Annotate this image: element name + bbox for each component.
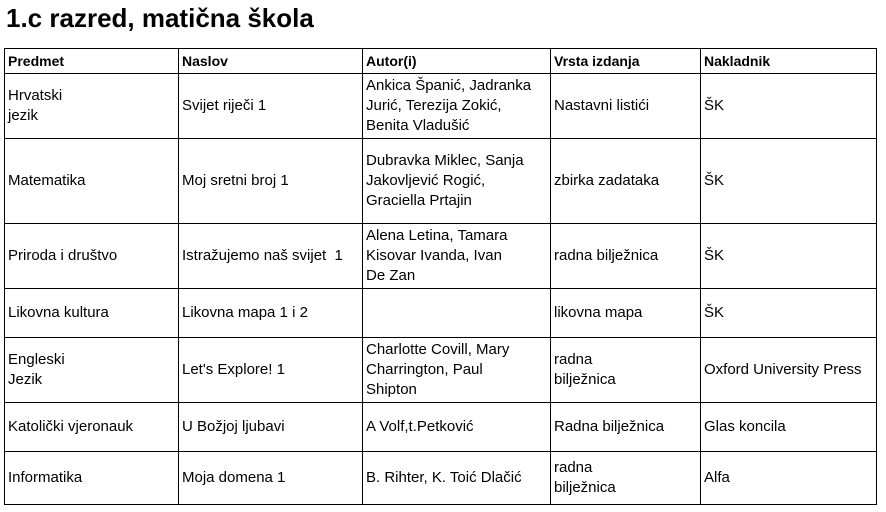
table-row	[5, 289, 877, 338]
cell-text: Priroda i društvo	[8, 247, 118, 264]
cell-text: Ankica Španić, Jadranka Jurić, Terezija Zokić, Benita Vladušić	[366, 77, 532, 134]
cell-vrsta-izdanja	[551, 139, 701, 224]
cell-text: Dubravka Miklec, Sanja Jakovljević Rogić, Graciella Prtajin	[366, 152, 524, 209]
cell-text: ŠK	[704, 304, 725, 321]
cell-naslov	[179, 224, 363, 289]
cell-vrsta-izdanja	[551, 289, 701, 338]
cell-autori	[363, 403, 551, 452]
cell-text: zbirka zadataka	[554, 172, 660, 189]
cell-predmet	[5, 403, 179, 452]
cell-text: Katolički vjeronauk	[8, 418, 134, 435]
table-row	[5, 403, 877, 452]
cell-text: Engleski Jezik	[8, 351, 65, 388]
cell-autori	[363, 338, 551, 403]
cell-text: radna bilježnica	[554, 247, 659, 264]
cell-text: ŠK	[704, 97, 725, 114]
cell-text: Alena Letina, Tamara Kisovar Ivanda, Ivan De Zan	[366, 227, 508, 284]
cell-autori	[363, 452, 551, 505]
cell-predmet	[5, 338, 179, 403]
cell-autori	[363, 139, 551, 224]
cell-text: Oxford University Press	[704, 361, 862, 378]
table-header-row	[5, 49, 877, 74]
cell-text: Glas koncila	[704, 418, 786, 435]
cell-predmet	[5, 139, 179, 224]
cell-text: Likovna kultura	[8, 304, 109, 321]
table-row	[5, 452, 877, 505]
cell-text: likovna mapa	[554, 304, 643, 321]
cell-text: radna bilježnica	[554, 351, 616, 388]
cell-vrsta-izdanja	[551, 452, 701, 505]
cell-text: Let's Explore! 1	[182, 361, 285, 378]
cell-naslov	[179, 403, 363, 452]
column-header-vrsta-izdanja: Vrsta izdanja	[551, 49, 701, 74]
table-row	[5, 74, 877, 139]
table-row	[5, 224, 877, 289]
cell-vrsta-izdanja	[551, 224, 701, 289]
cell-naslov	[179, 338, 363, 403]
cell-vrsta-izdanja	[551, 338, 701, 403]
cell-nakladnik	[701, 289, 877, 338]
column-header-autori: Autor(i)	[363, 49, 551, 74]
cell-text: Radna bilježnica	[554, 418, 665, 435]
cell-text: U Božjoj ljubavi	[182, 418, 285, 435]
cell-autori	[363, 224, 551, 289]
cell-text: Alfa	[704, 469, 730, 486]
page-title: 1.c razred, matična škola	[6, 3, 314, 33]
cell-text: Likovna mapa 1 i 2	[182, 304, 308, 321]
cell-text: ŠK	[704, 247, 725, 264]
cell-autori	[363, 289, 551, 338]
cell-nakladnik	[701, 224, 877, 289]
cell-vrsta-izdanja	[551, 403, 701, 452]
cell-text: A Volf,t.Petković	[366, 418, 474, 435]
cell-text: Istražujemo naš svijet 1	[182, 247, 343, 264]
cell-nakladnik	[701, 139, 877, 224]
cell-naslov	[179, 74, 363, 139]
cell-text: Moja domena 1	[182, 469, 286, 486]
cell-text: Charlotte Covill, Mary Charrington, Paul Shipton	[366, 341, 510, 398]
cell-nakladnik	[701, 403, 877, 452]
cell-naslov	[179, 289, 363, 338]
cell-text: B. Rihter, K. Toić Dlačić	[366, 469, 522, 486]
textbook-table	[4, 48, 877, 505]
column-header-naslov: Naslov	[179, 49, 363, 74]
cell-nakladnik	[701, 74, 877, 139]
cell-predmet	[5, 452, 179, 505]
cell-autori	[363, 74, 551, 139]
cell-text: Svijet riječi 1	[182, 97, 267, 114]
cell-text: radna bilježnica	[554, 459, 616, 496]
cell-text: Matematika	[8, 172, 86, 189]
column-header-nakladnik: Nakladnik	[701, 49, 877, 74]
cell-predmet	[5, 224, 179, 289]
table-row	[5, 338, 877, 403]
column-header-predmet: Predmet	[5, 49, 179, 74]
cell-text: Hrvatski jezik	[8, 87, 63, 124]
cell-text: ŠK	[704, 172, 725, 189]
cell-naslov	[179, 452, 363, 505]
cell-nakladnik	[701, 452, 877, 505]
cell-text: Moj sretni broj 1	[182, 172, 289, 189]
cell-naslov	[179, 139, 363, 224]
cell-vrsta-izdanja	[551, 74, 701, 139]
cell-text: Informatika	[8, 469, 83, 486]
cell-nakladnik	[701, 338, 877, 403]
cell-predmet	[5, 74, 179, 139]
cell-text: Nastavni listići	[554, 97, 650, 114]
table-row	[5, 139, 877, 224]
cell-predmet	[5, 289, 179, 338]
